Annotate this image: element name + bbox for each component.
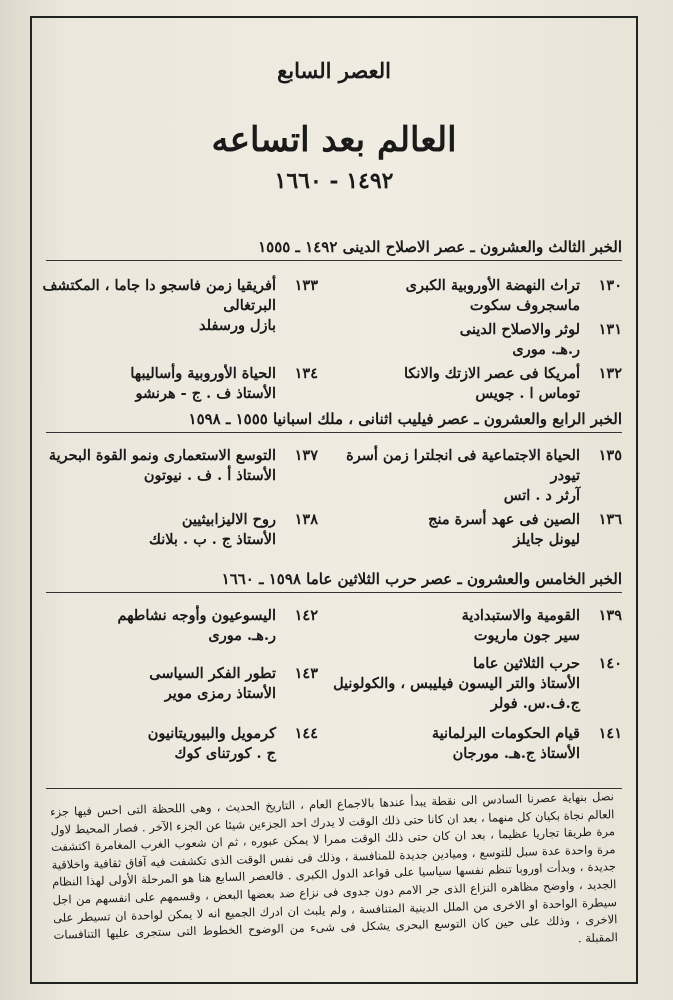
- entry-number: ١٣٧: [294, 447, 318, 464]
- entry-number: ١٣٦: [598, 511, 622, 528]
- entry-title: أفريقيا زمن فاسجو دا جاما ، المكتشف البرتغالى: [42, 277, 276, 314]
- footnote-text: نصل بنهاية عصرنا السادس الى نقطة يبدأ عندها بالاجماع العام ، التاريخ الحديث ، وهى اللحظة التى احس فيها جزء العالم نجاة بكيان كل منهما ، بعد ان كانا حتى ذلك الوقت لا يدرك احد الجزءين شيئا عن الجزء الآخر . فصار المحيط لاول مرة طريقا تجاريا عظيما ، بعد ان كان حتى ذلك الوقت ممرا لا يمكن عبوره ، ثم ان شعوب الغرب المغامرة اكتشفت مرة واحدة عدة سبل للتوسع ، وميادين جديدة للمنافسة ، وذلك فى نفس الوقت الذى تكشفت فيه آفاق ثقافية واخلاقية جديدة ، وبدأت اوروبا تنظم نفسها سياسيا على قواعد الدول الكبرى . فالعصر السابع هنا هو المرحلة الأولى لهذا النظام الجديد ، واوضح مظاهره النزاع الذى جر الامم دون جدوى فى نزاع ضد بعضها البعض ، وقسمهم على انفسهم من اجل سيطرة الواحدة او الاخرى من الملل الدينية المتنافسة ، ولم يلبث ان ادرك الجميع انه لا يمكن لواحدة ان تسيطر على الاخرى ، وذلك على حين كان التوسع البحرى يشكل فى شىء من الوضوح الخطوط التى ستجرى عليها التنافسات المقبلة .: [49, 789, 619, 945]
- entry-title: القومية والاستبدادية: [461, 607, 580, 624]
- entry-number: ١٣١: [598, 321, 622, 338]
- list-item: [332, 364, 622, 404]
- list-item: [42, 510, 318, 550]
- entry-author: توماس ا . جويس: [475, 385, 580, 402]
- entry-author: الأستاذ والتر اليسون فيليبس ، والكولونيل ج.ف.س. فولر: [333, 675, 580, 712]
- entry-number: ١٣٣: [294, 277, 318, 294]
- entry-author: الأستاذ ج . ب . بلانك: [149, 531, 276, 548]
- entry-author: ليونل جايلز: [513, 531, 580, 548]
- entry-number: ١٤٢: [294, 607, 318, 624]
- entry-title: قيام الحكومات البرلمانية: [431, 725, 580, 742]
- entry-title: أمريكا فى عصر الازتك والانكا: [403, 365, 580, 382]
- entry-title: اليسوعيون وأوجه نشاطهم: [117, 607, 276, 624]
- list-item: [332, 606, 622, 646]
- page-frame: [30, 16, 638, 984]
- era-heading: العصر السابع: [277, 58, 391, 83]
- section-rule: [46, 592, 622, 593]
- footnote-divider: [46, 788, 622, 789]
- entry-title: الحياة الاجتماعية فى انجلترا زمن أسرة تيودر: [346, 447, 580, 484]
- entry-title: التوسع الاستعمارى ونمو القوة البحرية: [48, 447, 276, 464]
- list-item: [332, 320, 622, 360]
- list-item: [332, 446, 622, 506]
- list-item: [42, 606, 318, 646]
- entry-number: ١٣٢: [598, 365, 622, 382]
- entry-number: ١٣٨: [294, 511, 318, 528]
- section-24: [46, 410, 622, 433]
- entry-number: ١٣٤: [294, 365, 318, 382]
- list-item: [42, 276, 318, 336]
- entry-author: ماسجروف سكوت: [469, 297, 580, 314]
- section-23: [46, 238, 622, 261]
- section-rule: [46, 432, 622, 433]
- entry-title: الصين فى عهد أسرة منج: [428, 511, 580, 528]
- entry-number: ١٣٥: [598, 447, 622, 464]
- entry-author: سير جون ماريوت: [473, 627, 580, 644]
- entry-number: ١٣٠: [598, 277, 622, 294]
- entry-number: ١٤١: [598, 725, 622, 742]
- list-item: [332, 724, 622, 764]
- entry-number: ١٤٤: [294, 725, 318, 742]
- entry-author: بازل ورسفلد: [199, 317, 276, 334]
- entry-number: ١٤٠: [598, 655, 622, 672]
- entry-author: ر.هـ. مورى: [512, 341, 580, 358]
- entry-title: الحياة الأوروبية وأساليبها: [130, 365, 276, 382]
- entry-author: الأستاذ رمزى موير: [164, 685, 276, 702]
- list-item: [42, 724, 318, 764]
- page-title: العالم بعد اتساعه: [211, 120, 457, 160]
- entry-author: ر.هـ. مورى: [208, 627, 276, 644]
- entry-author: آرثر د . اتس: [503, 487, 580, 504]
- section-25: [46, 570, 622, 593]
- list-item: [42, 664, 318, 704]
- entry-title: كرمويل والبيوريتانيون: [147, 725, 276, 742]
- list-item: [332, 510, 622, 550]
- section-title: الخبر الخامس والعشرون ـ عصر حرب الثلاثين عاما ١٥٩٨ ـ ١٦٦٠: [221, 570, 622, 588]
- entry-number: ١٣٩: [598, 607, 622, 624]
- list-item: [332, 654, 622, 714]
- entry-author: الأستاذ أ . ف . نيوتون: [143, 467, 276, 484]
- list-item: [42, 364, 318, 404]
- entry-author: الأستاذ ف . ج - هرنشو: [135, 385, 276, 402]
- entry-title: حرب الثلاثين عاما: [473, 655, 580, 672]
- entry-author: الأستاذ ج.هـ. مورجان: [452, 745, 580, 762]
- list-item: [42, 446, 318, 486]
- section-rule: [46, 260, 622, 261]
- entry-title: لوثر والاصلاح الدينى: [459, 321, 580, 338]
- list-item: [332, 276, 622, 316]
- entry-number: ١٤٣: [294, 665, 318, 682]
- era-years: ١٤٩٢ - ١٦٦٠: [274, 168, 394, 194]
- entry-author: ج . كورتناى كوك: [174, 745, 276, 762]
- entry-title: روح الاليزابيثيين: [181, 511, 276, 528]
- section-title: الخبر الرابع والعشرون ـ عصر فيليب اثنانى ، ملك اسبانيا ١٥٥٥ ـ ١٥٩٨: [188, 410, 622, 428]
- entry-title: تراث النهضة الأوروبية الكبرى: [405, 277, 580, 294]
- entry-title: تطور الفكر السياسى: [149, 665, 276, 682]
- section-title: الخبر الثالث والعشرون ـ عصر الاصلاح الدينى ١٤٩٢ ـ ١٥٥٥: [258, 238, 622, 256]
